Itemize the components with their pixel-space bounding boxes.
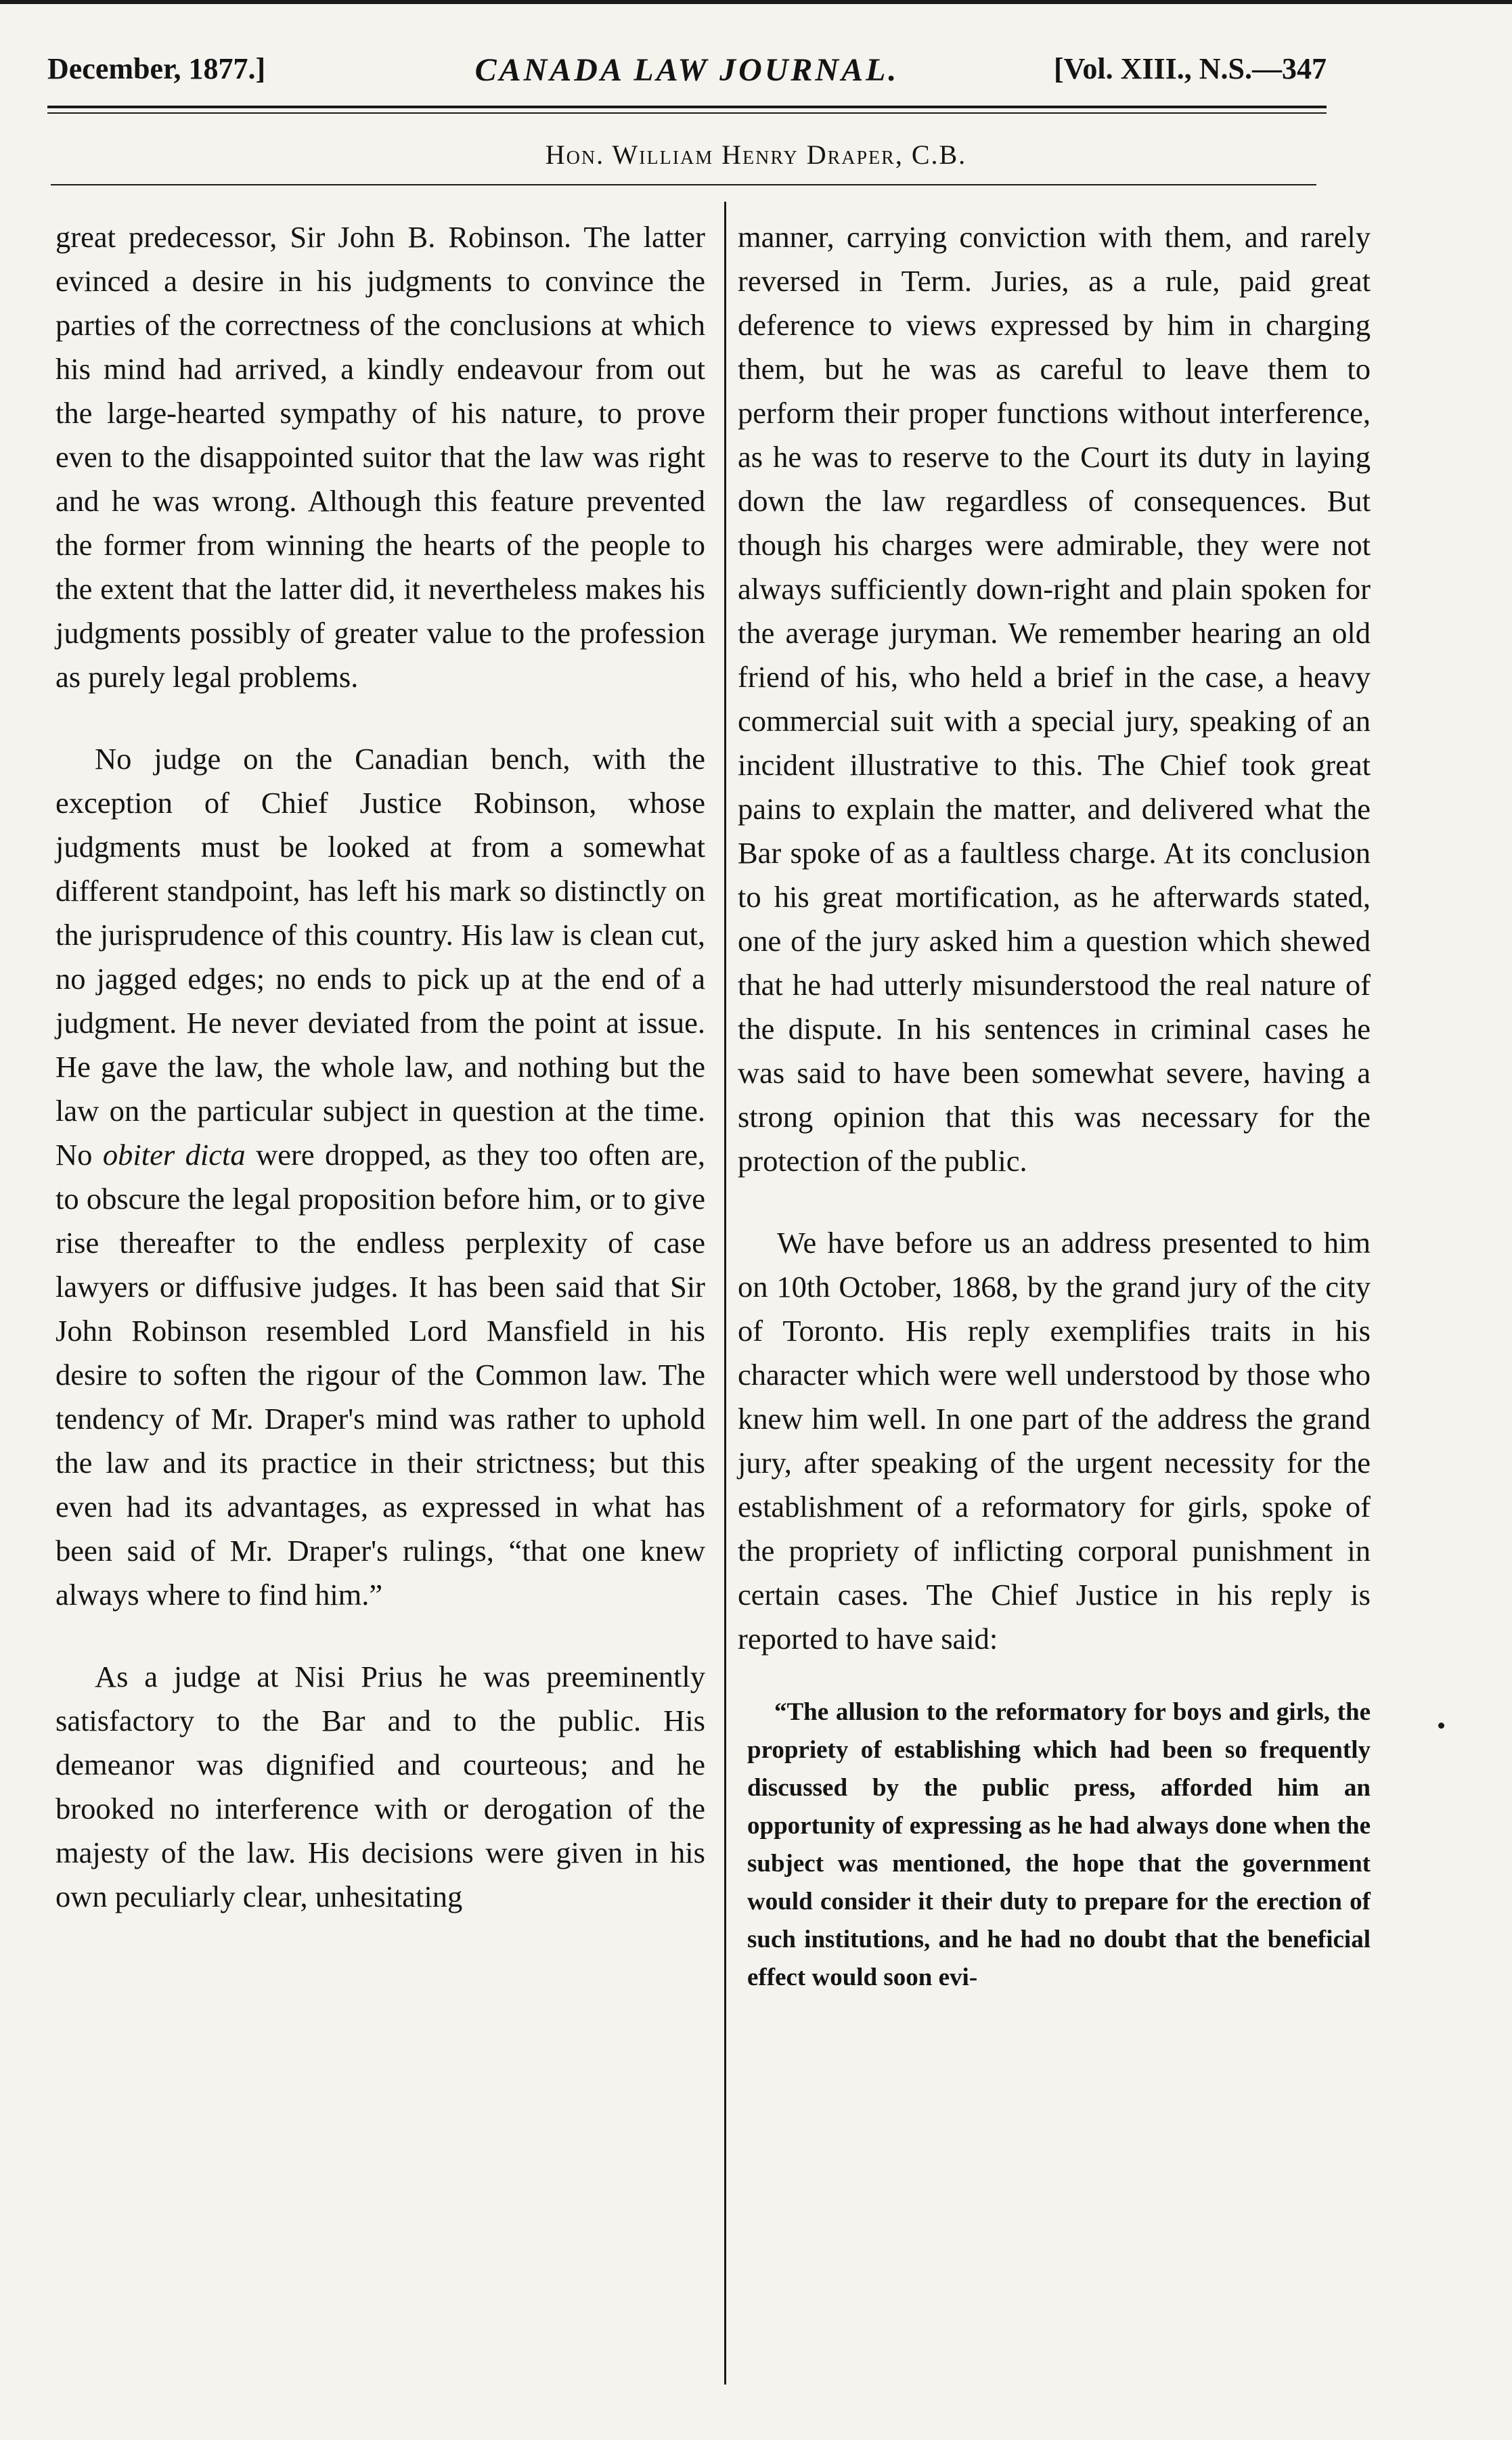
left-column	[55, 215, 705, 1919]
subheading-rule	[51, 184, 1316, 185]
top-edge-rule	[0, 0, 1512, 4]
column-divider	[724, 202, 726, 2384]
left-paragraph-3: As a judge at Nisi Prius he was preeminently satisfactory to the Bar and to the public. His demeanor was dignified and courteous; and he brooked no interference with or derogation of the majesty of the law. His decisions were given in his own peculiarly clear, unhesitating	[55, 1660, 705, 1913]
block-quote: “The allusion to the reformatory for boys and girls, the propriety of establishing which had been so frequently discussed by the public press, afforded him an opportunity of expressing as he had always done when the subject was mentioned, the hope that the government would consider it their duty to prepare for the erection of such institutions, and he had no doubt that the beneficial effect would soon evi-	[747, 1698, 1371, 1991]
header-rule-thin	[47, 112, 1327, 114]
left-paragraph-2-text: No judge on the Canadian bench, with the exception of Chief Justice Robinson, whose judgments must be looked at from a somewhat different standpoint, has left his mark so distinctly on the jurisprudence of this country. His law is clean cut, no jagged edges; no ends to pick up at the end of a judgment. He never deviated from the point at issue. He gave the law, the whole law, and nothing but the law on the particular subject in question at the time. No obiter dicta were dropped, as they too often are, to obscure the legal proposition before him, or to give rise thereafter to the endless perplexity of case lawyers or diffusive judges. It has been said that Sir John Robinson resembled Lord Mansfield in his desire to soften the rigour of the Common law. The tendency of Mr. Draper's mind was rather to uphold the law and its practice in their strictness; but this even had its advantages, as expressed in what has been said of Mr. Draper's rulings, “that one knew always where to find him.”	[55, 742, 705, 1612]
header-date: December, 1877.]	[47, 52, 266, 85]
left-paragraph-1: great predecessor, Sir John B. Robinson. The latter evinced a desire in his judgments to convince the parties of the correctness of the conclusions at which his mind had arrived, a kindly endeavour from out the large-hearted sympathy of his nature, to prove even to the disappointed suitor that the law was right and he was wrong. Although this feature prevented the former from winning the hearts of the people to the extent that the latter did, it nevertheless makes his judgments possibly of greater value to the profession as purely legal problems.	[55, 220, 705, 694]
margin-speck	[1438, 1723, 1444, 1729]
running-header	[47, 51, 1327, 106]
right-column	[738, 215, 1371, 1997]
header-journal-title: CANADA LAW JOURNAL.	[474, 52, 899, 88]
right-paragraph-1: manner, carrying conviction with them, and rarely reversed in Term. Juries, as a rule, paid great deference to views expressed by him in charging them, but he was as careful to leave them to perform their proper functions without interference, as he was to reserve to the Court its duty in laying down the law regardless of consequences. But though his charges were admirable, they were not always sufficiently down-right and plain spoken for the average juryman. We remember hearing an old friend of his, who held a brief in the case, a heavy commercial suit with a special jury, speaking of an incident illustrative to this. The Chief took great pains to explain the matter, and delivered what the Bar spoke of as a faultless charge. At its conclusion to his great mortification, as he afterwards stated, one of the jury asked him a question which shewed that he had utterly misunderstood the real nature of the dispute. In his sentences in criminal cases he was said to have been somewhat severe, having a strong opinion that this was necessary for the protection of the public.	[738, 220, 1371, 1178]
left-paragraph-2	[55, 737, 705, 1617]
article-subheading: Hon. William Henry Draper, C.B.	[545, 139, 967, 170]
header-volume-page: [Vol. XIII., N.S.—347	[1053, 52, 1327, 85]
italic-phrase: obiter dicta	[102, 1138, 246, 1172]
header-rule-thick	[47, 106, 1327, 108]
right-paragraph-2: We have before us an address presented to him on 10th October, 1868, by the grand jury of the city of Toronto. His reply exemplifies traits in his character which were well understood by those who knew him well. In one part of the address the grand jury, after speaking of the urgent necessity for the establishment of a reformatory for girls, spoke of the propriety of inflicting corporal punishment in certain cases. The Chief Justice in his reply is reported to have said:	[738, 1226, 1371, 1656]
